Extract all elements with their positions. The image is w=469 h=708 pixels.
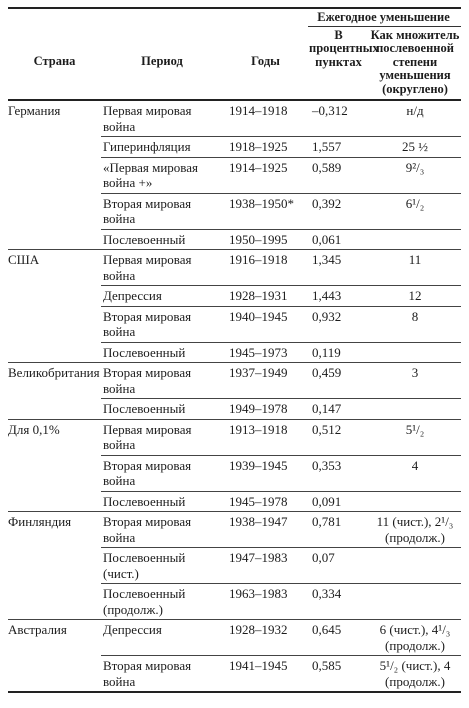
table-row bbox=[8, 620, 461, 656]
cell-country bbox=[8, 157, 101, 193]
cell-country bbox=[8, 584, 101, 620]
cell-mult: 5¹/₂ (чист.), 4 (продолж.) bbox=[369, 656, 461, 693]
cell-country bbox=[8, 193, 101, 229]
cell-country: Финляндия bbox=[8, 512, 101, 548]
cell-mult bbox=[369, 491, 461, 512]
cell-period: Первая мировая война bbox=[101, 419, 223, 455]
cell-mult: 8 bbox=[369, 306, 461, 342]
cell-pct: 0,585 bbox=[308, 656, 369, 693]
cell-period: Вторая мировая война bbox=[101, 455, 223, 491]
cell-pct: 0,459 bbox=[308, 363, 369, 399]
cell-period: Депрессия bbox=[101, 286, 223, 307]
cell-years: 1914–1925 bbox=[223, 157, 308, 193]
cell-period: Первая мировая война bbox=[101, 100, 223, 137]
cell-country bbox=[8, 342, 101, 363]
cell-period: Послевоенный bbox=[101, 399, 223, 420]
cell-pct: 0,091 bbox=[308, 491, 369, 512]
cell-country bbox=[8, 656, 101, 693]
cell-country: Великобритания bbox=[8, 363, 101, 399]
cell-years: 1945–1973 bbox=[223, 342, 308, 363]
cell-period: Послевоенный bbox=[101, 229, 223, 250]
cell-years: 1913–1918 bbox=[223, 419, 308, 455]
cell-mult: 11 bbox=[369, 250, 461, 286]
cell-years: 1945–1978 bbox=[223, 491, 308, 512]
cell-mult bbox=[369, 342, 461, 363]
table-row bbox=[8, 512, 461, 548]
cell-years: 1937–1949 bbox=[223, 363, 308, 399]
cell-years: 1914–1918 bbox=[223, 100, 308, 137]
cell-country bbox=[8, 399, 101, 420]
cell-country bbox=[8, 491, 101, 512]
cell-mult: 5¹/₂ bbox=[369, 419, 461, 455]
cell-pct: 0,512 bbox=[308, 419, 369, 455]
cell-years: 1928–1931 bbox=[223, 286, 308, 307]
cell-pct: 1,443 bbox=[308, 286, 369, 307]
cell-period: Вторая мировая война bbox=[101, 363, 223, 399]
cell-mult: 6¹/₂ bbox=[369, 193, 461, 229]
cell-years: 1963–1983 bbox=[223, 584, 308, 620]
cell-years: 1940–1945 bbox=[223, 306, 308, 342]
table-row bbox=[8, 548, 461, 584]
table-row bbox=[8, 419, 461, 455]
cell-mult: 9²/₃ bbox=[369, 157, 461, 193]
cell-period: Вторая мировая война bbox=[101, 656, 223, 693]
table-row bbox=[8, 455, 461, 491]
cell-mult: 4 bbox=[369, 455, 461, 491]
table-row bbox=[8, 491, 461, 512]
table-row bbox=[8, 584, 461, 620]
cell-country bbox=[8, 137, 101, 158]
header-spacer bbox=[101, 8, 223, 26]
cell-pct: 0,119 bbox=[308, 342, 369, 363]
cell-pct: 0,07 bbox=[308, 548, 369, 584]
table-body bbox=[8, 100, 461, 692]
table-row bbox=[8, 250, 461, 286]
cell-period: Послевоенный bbox=[101, 342, 223, 363]
cell-years: 1941–1945 bbox=[223, 656, 308, 693]
table-row bbox=[8, 100, 461, 137]
cell-period: Вторая мировая война bbox=[101, 193, 223, 229]
table-row bbox=[8, 399, 461, 420]
cell-pct: –0,312 bbox=[308, 100, 369, 137]
cell-mult bbox=[369, 548, 461, 584]
header-years: Годы bbox=[223, 26, 308, 100]
cell-years: 1950–1995 bbox=[223, 229, 308, 250]
cell-pct: 0,353 bbox=[308, 455, 369, 491]
cell-pct: 1,345 bbox=[308, 250, 369, 286]
header-mult: Как множитель послевоенной степени уменьшения (округлено) bbox=[369, 26, 461, 100]
header-spacer bbox=[8, 8, 101, 26]
cell-country bbox=[8, 548, 101, 584]
cell-period: Вторая мировая война bbox=[101, 512, 223, 548]
cell-country: Австралия bbox=[8, 620, 101, 656]
table-row bbox=[8, 157, 461, 193]
header-country: Страна bbox=[8, 26, 101, 100]
cell-years: 1939–1945 bbox=[223, 455, 308, 491]
cell-pct: 0,589 bbox=[308, 157, 369, 193]
cell-pct: 0,334 bbox=[308, 584, 369, 620]
cell-mult: 6 (чист.), 4¹/₃ (продолж.) bbox=[369, 620, 461, 656]
table-row bbox=[8, 286, 461, 307]
header-period: Период bbox=[101, 26, 223, 100]
cell-years: 1918–1925 bbox=[223, 137, 308, 158]
cell-period: Депрессия bbox=[101, 620, 223, 656]
table-row bbox=[8, 656, 461, 693]
header-group-title: Ежегодное уменьшение bbox=[308, 8, 461, 26]
table-row bbox=[8, 363, 461, 399]
cell-mult bbox=[369, 584, 461, 620]
cell-years: 1938–1950* bbox=[223, 193, 308, 229]
cell-pct: 0,061 bbox=[308, 229, 369, 250]
cell-country bbox=[8, 455, 101, 491]
cell-country: Для 0,1% bbox=[8, 419, 101, 455]
cell-years: 1949–1978 bbox=[223, 399, 308, 420]
cell-country bbox=[8, 306, 101, 342]
cell-mult bbox=[369, 399, 461, 420]
cell-mult: 12 bbox=[369, 286, 461, 307]
cell-pct: 0,392 bbox=[308, 193, 369, 229]
cell-period: «Первая мировая война +» bbox=[101, 157, 223, 193]
table-row bbox=[8, 342, 461, 363]
table-row bbox=[8, 137, 461, 158]
cell-pct: 0,147 bbox=[308, 399, 369, 420]
cell-period: Первая мировая война bbox=[101, 250, 223, 286]
cell-pct: 0,645 bbox=[308, 620, 369, 656]
table-row bbox=[8, 229, 461, 250]
cell-period: Послевоенный (чист.) bbox=[101, 548, 223, 584]
cell-years: 1947–1983 bbox=[223, 548, 308, 584]
cell-country bbox=[8, 286, 101, 307]
table-header bbox=[8, 8, 461, 100]
cell-country bbox=[8, 229, 101, 250]
cell-mult: 25 ½ bbox=[369, 137, 461, 158]
cell-years: 1916–1918 bbox=[223, 250, 308, 286]
cell-mult: 11 (чист.), 2¹/₃ (продолж.) bbox=[369, 512, 461, 548]
cell-period: Вторая мировая война bbox=[101, 306, 223, 342]
cell-country: Германия bbox=[8, 100, 101, 137]
cell-pct: 0,781 bbox=[308, 512, 369, 548]
cell-period: Послевоенный bbox=[101, 491, 223, 512]
cell-years: 1938–1947 bbox=[223, 512, 308, 548]
cell-pct: 0,932 bbox=[308, 306, 369, 342]
cell-mult: 3 bbox=[369, 363, 461, 399]
cell-period: Послевоенный (продолж.) bbox=[101, 584, 223, 620]
cell-pct: 1,557 bbox=[308, 137, 369, 158]
cell-mult bbox=[369, 229, 461, 250]
header-spacer bbox=[223, 8, 308, 26]
header-pct: В процентных пунктах bbox=[308, 26, 369, 100]
table-row bbox=[8, 306, 461, 342]
reduction-table bbox=[8, 7, 461, 693]
cell-mult: н/д bbox=[369, 100, 461, 137]
cell-years: 1928–1932 bbox=[223, 620, 308, 656]
table-row bbox=[8, 193, 461, 229]
cell-country: США bbox=[8, 250, 101, 286]
cell-period: Гиперинфляция bbox=[101, 137, 223, 158]
